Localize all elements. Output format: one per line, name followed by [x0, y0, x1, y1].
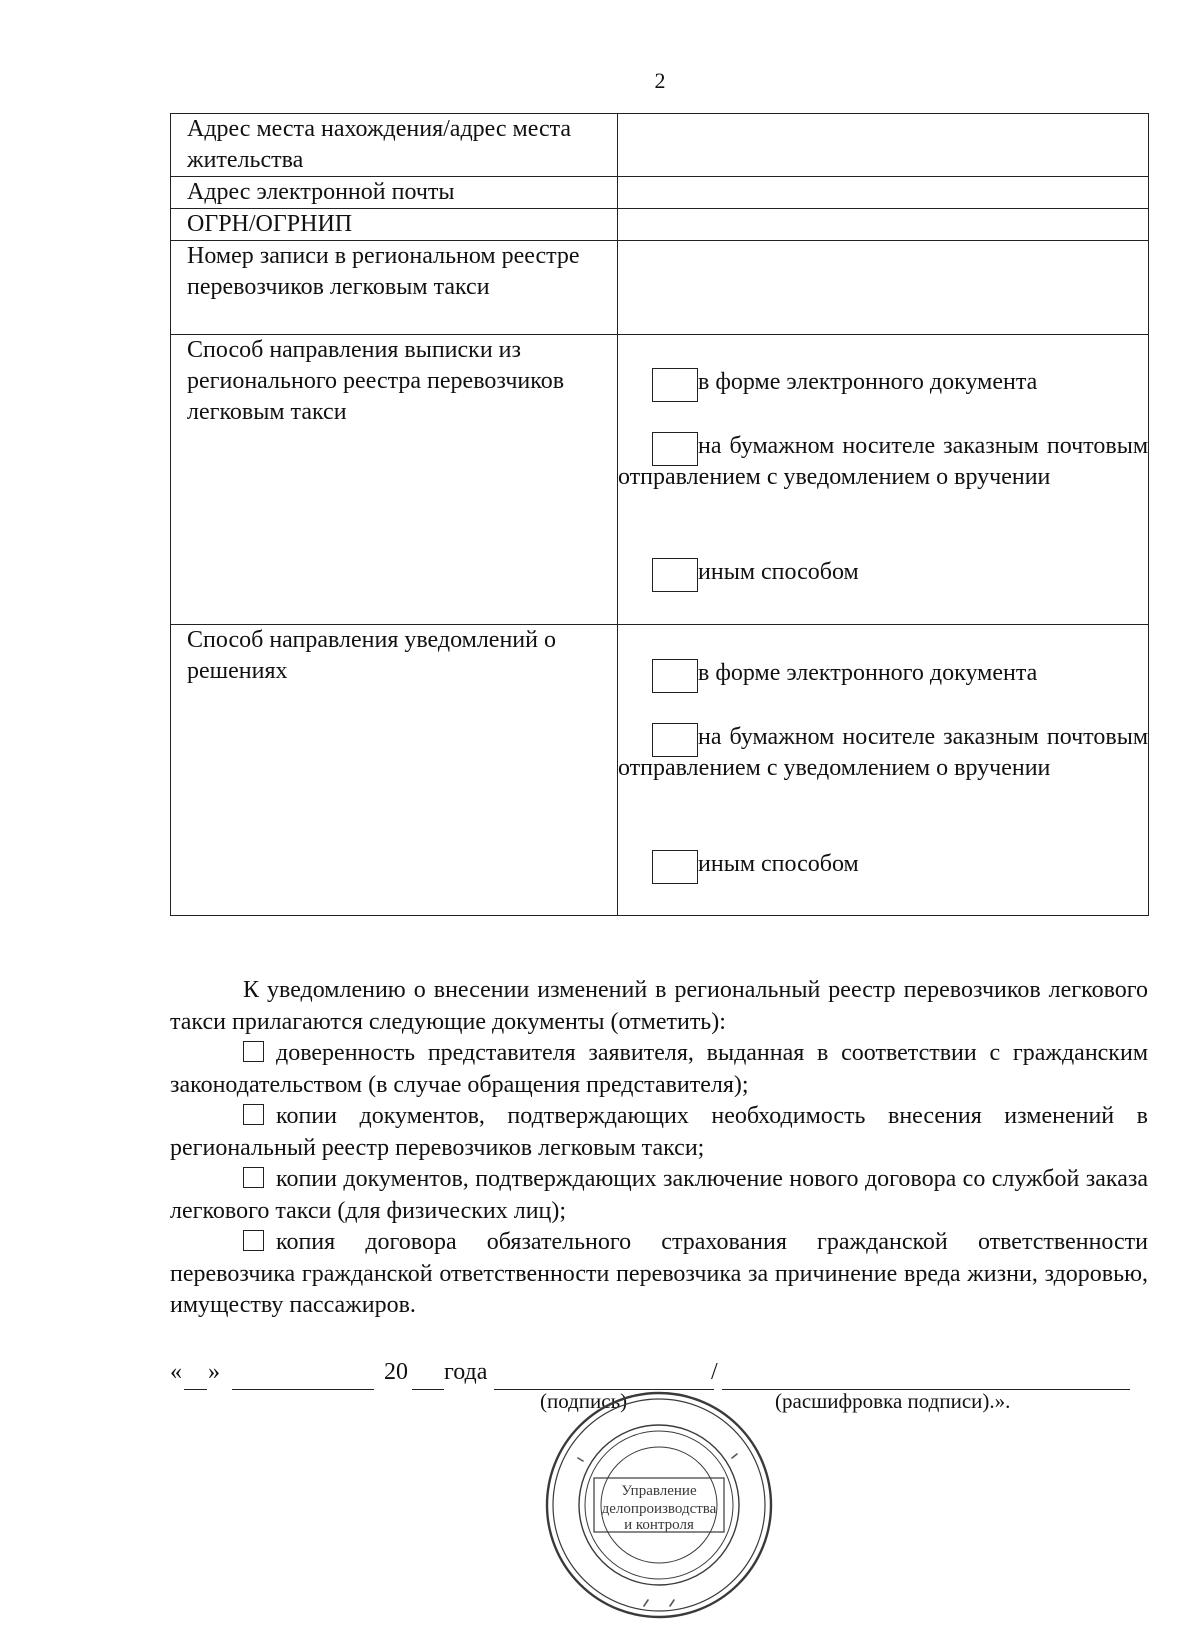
attachment-item-text: доверенность представителя заявителя, выданная в соответствии с гражданским законодательством (в случае обращения представителя);	[170, 1040, 1148, 1098]
checkbox[interactable]	[652, 723, 698, 757]
table-row	[171, 177, 1149, 209]
attachment-item-insurance-contract[interactable]	[170, 1227, 1148, 1322]
checkbox[interactable]	[652, 659, 698, 693]
address-label: Адрес места нахождения/адрес места жительства	[187, 116, 572, 173]
table-row	[171, 241, 1149, 335]
attachments-section	[170, 975, 1148, 1322]
ogrn-field[interactable]	[618, 209, 1148, 239]
option-label: иным способом	[698, 851, 859, 877]
checkbox[interactable]	[243, 1167, 264, 1188]
stamp-text-line: делопроизводства	[601, 1501, 717, 1517]
table-row	[171, 114, 1149, 177]
notification-option-other[interactable]	[618, 849, 1148, 880]
attachment-item-power-of-attorney[interactable]	[170, 1038, 1148, 1101]
extract-method-label: Способ направления выписки из регионального реестра перевозчиков легковым такси	[187, 337, 565, 425]
attachments-intro: К уведомлению о внесении изменений в региональный реестр перевозчиков легкового такси прилагаются следующие документы (отметить):	[170, 977, 1148, 1035]
address-field[interactable]	[618, 114, 1148, 174]
option-label: на бумажном носителе заказным почтовым отправлением с уведомлением о вручении	[618, 433, 1148, 490]
attachment-item-text: копии документов, подтверждающих заключение нового договора со службой заказа легкового такси (для физических лиц);	[170, 1166, 1148, 1224]
extract-method-options	[618, 335, 1148, 623]
date-quote-close: »	[208, 1359, 220, 1385]
signature-separator: /	[711, 1359, 718, 1385]
checkbox[interactable]	[243, 1104, 264, 1125]
notification-option-electronic[interactable]	[618, 658, 1148, 689]
checkbox[interactable]	[652, 558, 698, 592]
registry-record-field[interactable]	[618, 241, 1148, 331]
attachment-item-text: копия договора обязательного страхования гражданской ответственности перевозчика гражданской ответственности перевозчика за причинение вреда жизни, здоровью, имуществу пассажиров.	[170, 1229, 1148, 1318]
table-row	[171, 335, 1149, 625]
table-row	[171, 625, 1149, 916]
month-field[interactable]	[232, 1389, 374, 1390]
notification-method-label: Способ направления уведомлений о решениях	[187, 627, 556, 684]
ogrn-label: ОГРН/ОГРНИП	[187, 211, 353, 237]
attachment-item-text: копии документов, подтверждающих необходимость внесения изменений в региональный реестр перевозчиков легковым такси;	[170, 1103, 1148, 1161]
notification-method-options	[618, 625, 1148, 914]
registry-record-label: Номер записи в региональном реестре перевозчиков легковым такси	[187, 243, 580, 300]
application-form-table	[170, 113, 1149, 916]
signature-caption: (подпись)	[540, 1389, 628, 1413]
attachment-item-change-documents[interactable]	[170, 1101, 1148, 1164]
extract-option-electronic[interactable]	[618, 367, 1148, 398]
option-label: в форме электронного документа	[698, 660, 1038, 686]
checkbox[interactable]	[652, 850, 698, 884]
signature-decoding-caption: (расшифровка подписи).».	[775, 1389, 1011, 1413]
stamp-text-line: и контроля	[624, 1517, 694, 1533]
checkbox[interactable]	[243, 1041, 264, 1062]
year-field[interactable]	[412, 1389, 444, 1390]
notification-option-paper-mail[interactable]	[618, 722, 1148, 784]
checkbox[interactable]	[652, 368, 698, 402]
stamp-text-line: Управление	[621, 1483, 697, 1499]
extract-option-other[interactable]	[618, 557, 1148, 588]
checkbox[interactable]	[652, 432, 698, 466]
email-field[interactable]	[618, 177, 1148, 207]
table-row	[171, 209, 1149, 241]
extract-option-paper-mail[interactable]	[618, 431, 1148, 493]
checkbox[interactable]	[243, 1230, 264, 1251]
page-number: 2	[654, 68, 666, 93]
day-field[interactable]	[184, 1389, 207, 1390]
option-label: в форме электронного документа	[698, 369, 1038, 395]
year-prefix: 20	[384, 1359, 408, 1385]
email-label: Адрес электронной почты	[187, 179, 455, 205]
option-label: на бумажном носителе заказным почтовым отправлением с уведомлением о вручении	[618, 724, 1148, 781]
option-label: иным способом	[698, 559, 859, 585]
date-quote-open: «	[170, 1359, 182, 1385]
year-suffix: года	[444, 1359, 488, 1385]
attachment-item-new-contract[interactable]	[170, 1164, 1148, 1227]
official-stamp	[542, 1388, 776, 1622]
